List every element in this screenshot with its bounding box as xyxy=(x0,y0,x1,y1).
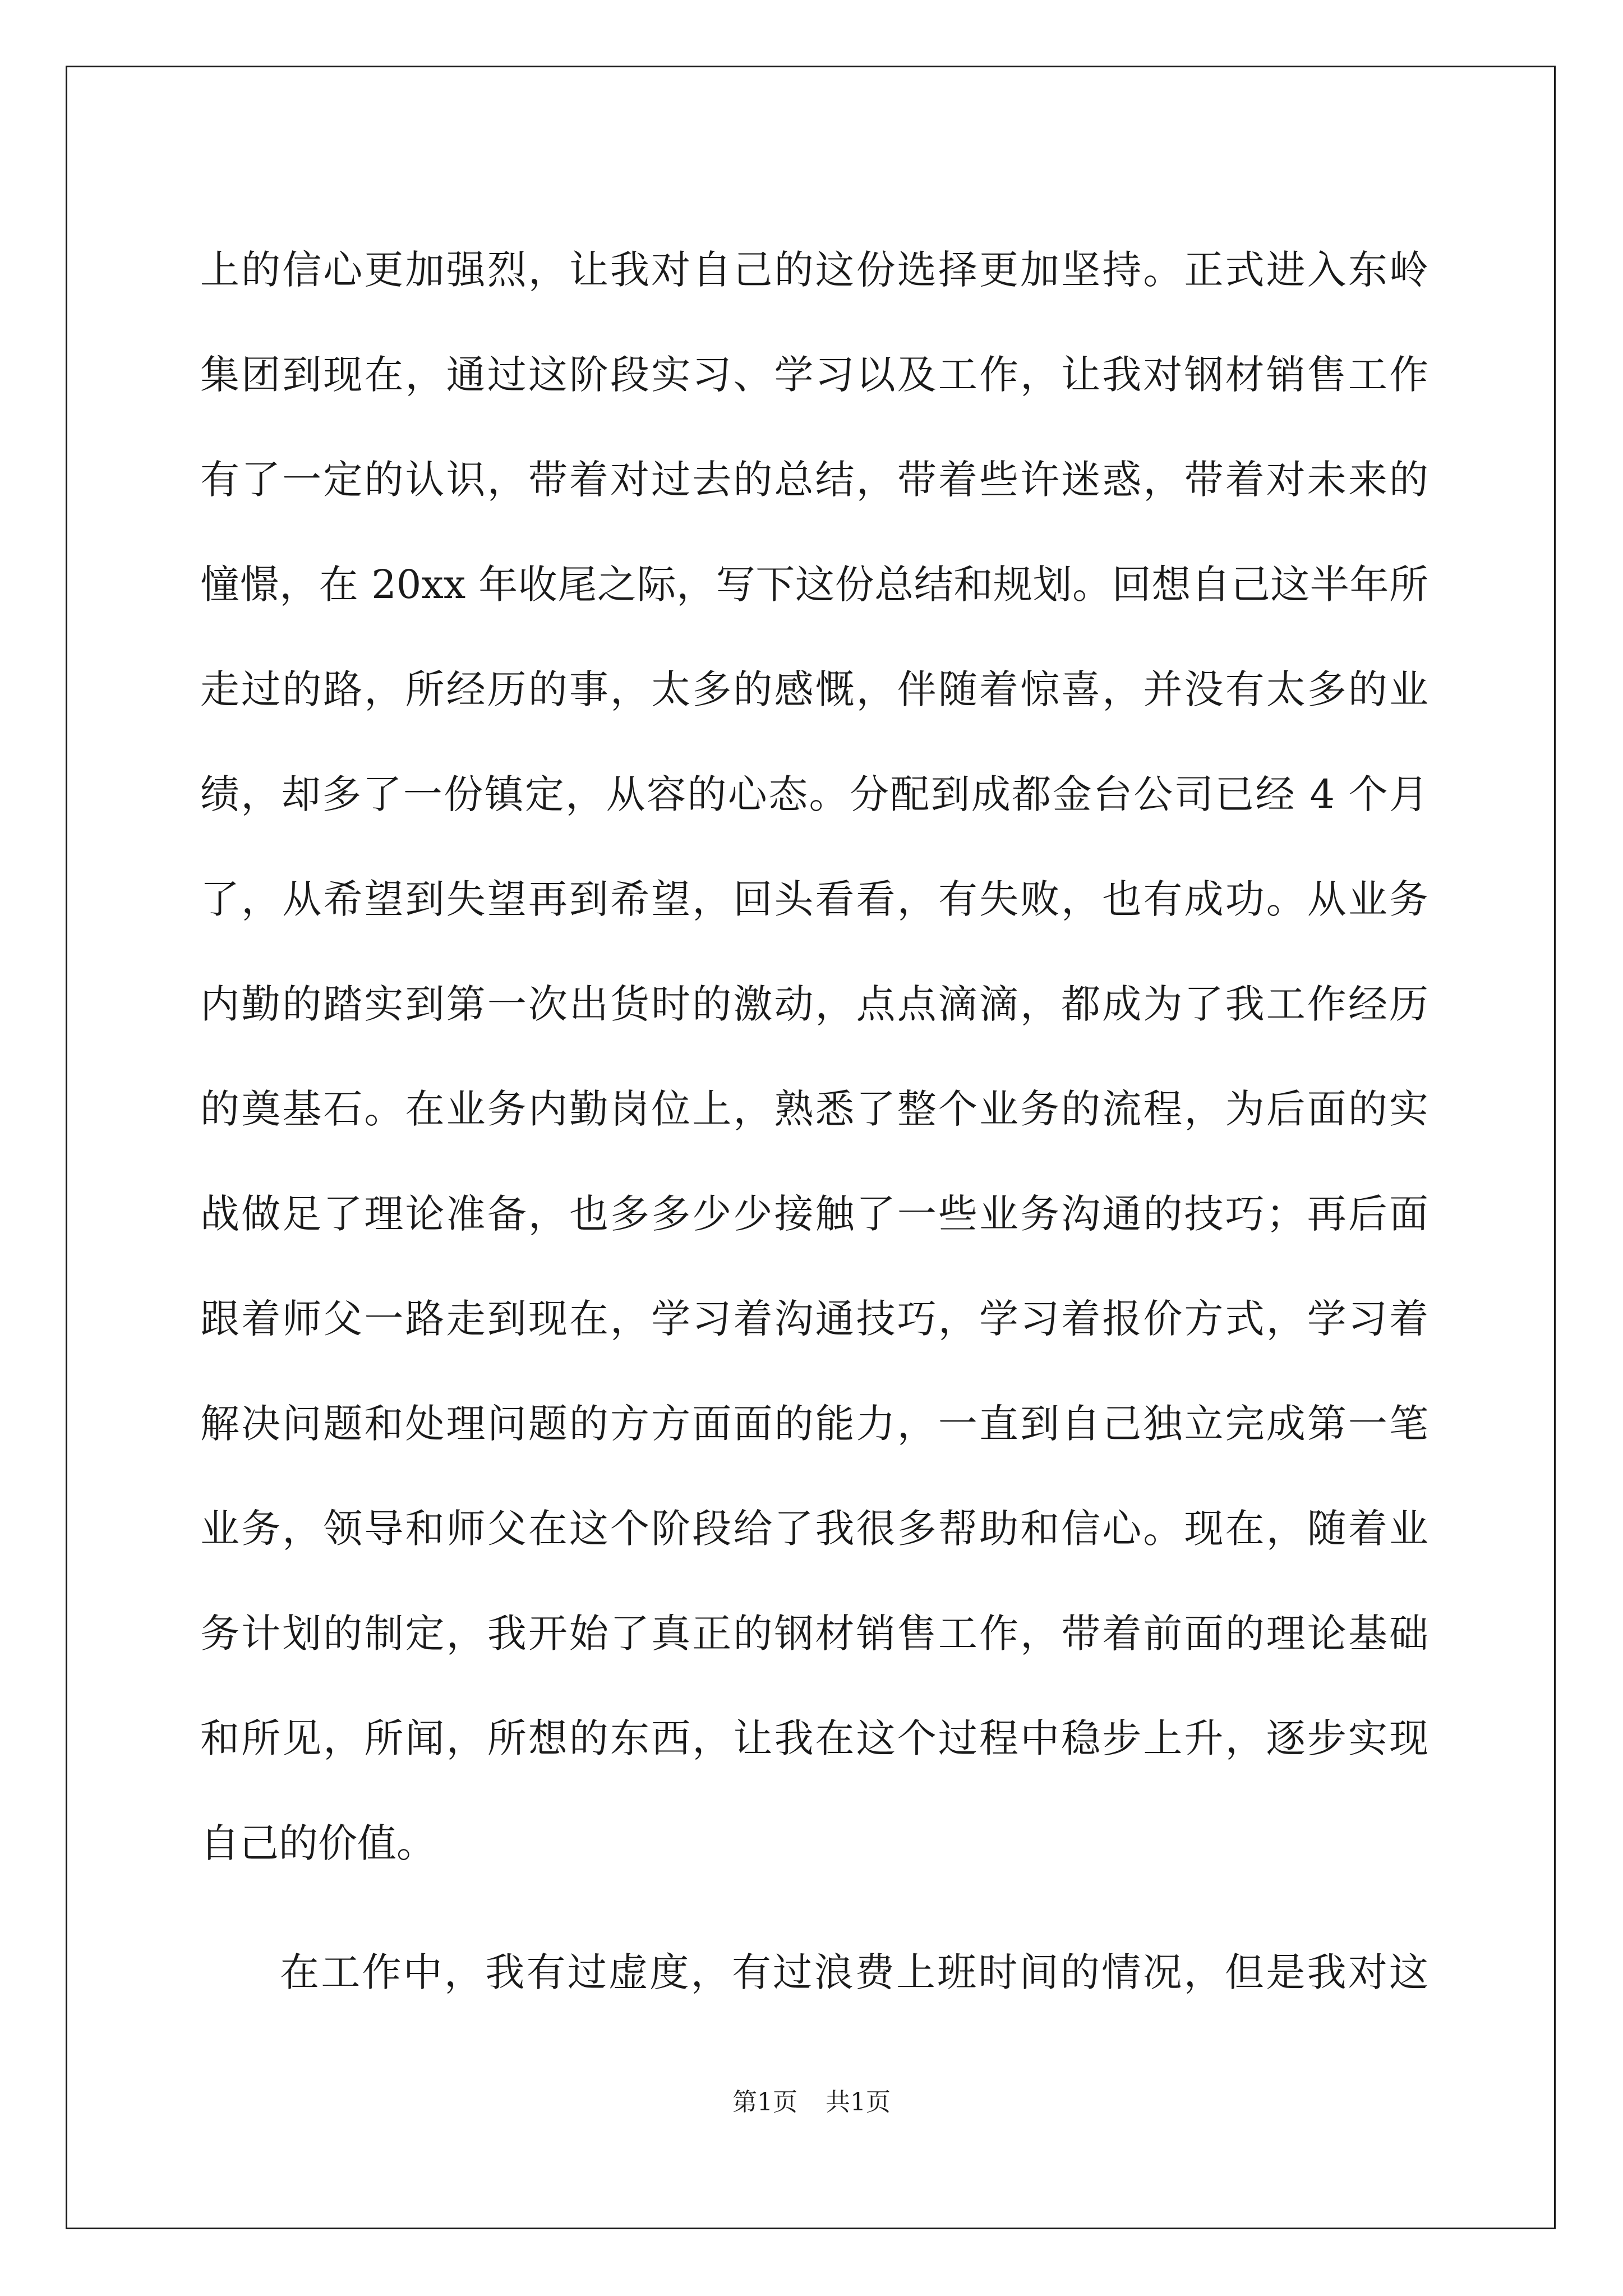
page-number-current: 第1页 xyxy=(732,2088,797,2116)
page-footer xyxy=(0,2086,1623,2119)
text-line: 解决问题和处理问题的方方面面的能力，一直到自己独立完成第一笔 xyxy=(200,1401,1428,1447)
page-number-total: 共1页 xyxy=(826,2088,891,2116)
text-line: 了，从希望到失望再到希望，回头看看，有失败，也有成功。从业务 xyxy=(200,876,1428,922)
text-line: 战做足了理论准备，也多多少少接触了一些业务沟通的技巧；再后面 xyxy=(200,1191,1428,1237)
text-line: 在工作中，我有过虚度，有过浪费上班时间的情况，但是我对这 xyxy=(280,1949,1428,1995)
text-line: 有了一定的认识，带着对过去的总结，带着些许迷惑，带着对未来的 xyxy=(200,457,1428,503)
text-line: 的奠基石。在业务内勤岗位上，熟悉了整个业务的流程，为后面的实 xyxy=(200,1086,1428,1132)
text-line: 业务，领导和师父在这个阶段给了我很多帮助和信心。现在，随着业 xyxy=(200,1506,1428,1552)
text-line: 和所见，所闻，所想的东西，让我在这个过程中稳步上升，逐步实现 xyxy=(200,1715,1428,1761)
text-line: 内勤的踏实到第一次出货时的激动，点点滴滴，都成为了我工作经历 xyxy=(200,981,1428,1027)
paragraph-spacer xyxy=(200,1896,1428,1920)
text-line: 走过的路，所经历的事，太多的感慨，伴随着惊喜，并没有太多的业 xyxy=(200,666,1428,712)
text-line: 集团到现在，通过这阶段实习、学习以及工作，让我对钢材销售工作 xyxy=(200,352,1428,398)
text-line: 务计划的制定，我开始了真正的钢材销售工作，带着前面的理论基础 xyxy=(200,1611,1428,1657)
text-line: 绩，却多了一份镇定，从容的心态。分配到成都金台公司已经 4 个月 xyxy=(200,771,1428,817)
text-line: 跟着师父一路走到现在，学习着沟通技巧，学习着报价方式，学习着 xyxy=(200,1296,1428,1342)
text-line: 自己的价值。 xyxy=(200,1820,436,1866)
document-body xyxy=(200,218,1428,2025)
text-line: 憧憬，在 20xx 年收尾之际，写下这份总结和规划。回想自己这半年所 xyxy=(200,562,1428,608)
text-line: 上的信心更加强烈，让我对自己的这份选择更加坚持。正式进入东岭 xyxy=(200,247,1428,293)
